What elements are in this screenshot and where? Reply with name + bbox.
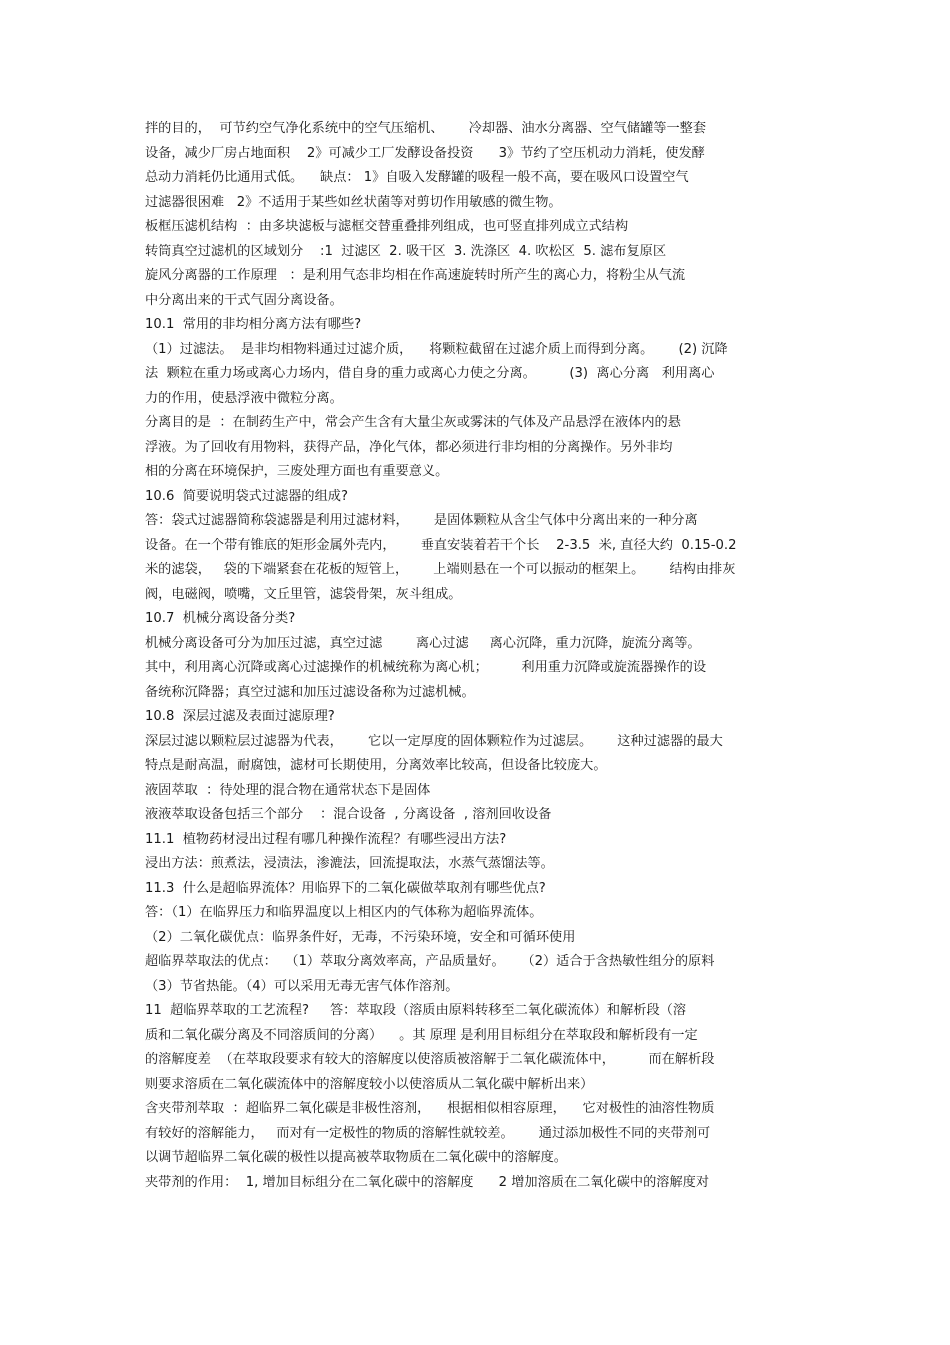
text-line: 含夹带剂萃取 ：超临界二氧化碳是非极性溶剂， 根据相似相容原理， 它对极性的油溶性物质 bbox=[145, 1101, 715, 1116]
text-line: 则要求溶质在二氧化碳流体中的溶解度较小以使溶质从二氧化碳中解析出来） bbox=[145, 1076, 594, 1092]
text-line: 10.6 简要说明袋式过滤器的组成? bbox=[145, 488, 348, 504]
text-line: 设备。在一个带有锥底的矩形金属外壳内， 垂直安装着若干个长 2-3.5 米, 直径大约 0.15-0.2 bbox=[145, 537, 737, 553]
text-line: 超临界萃取法的优点： （1）萃取分离效率高，产品质量好。 （2）适合于含热敏性组分的原料 bbox=[145, 954, 715, 969]
text-line: 液固萃取 ：待处理的混合物在通常状态下是固体 bbox=[145, 782, 431, 798]
text-line: 11.3 什么是超临界流体？用临界下的二氧化碳做萃取剂有哪些优点? bbox=[145, 880, 546, 896]
text-line: 中分离出来的干式气固分离设备。 bbox=[145, 292, 343, 308]
text-line: 旋风分离器的工作原理 ：是利用气态非均相在作高速旋转时所产生的离心力，将粉尘从气流 bbox=[145, 268, 686, 283]
text-line: 有较好的溶解能力， 而对有一定极性的物质的溶解性就较差。 通过添加极性不同的夹带剂可 bbox=[145, 1125, 711, 1141]
text-line: 相的分离在环境保护，三废处理方面也有重要意义。 bbox=[145, 464, 449, 479]
text-line: 其中，利用离心沉降或离心过滤操作的机械统称为离心机； 利用重力沉降或旋流器操作的设 bbox=[145, 660, 707, 675]
text-line: 深层过滤以颗粒层过滤器为代表， 它以一定厚度的固体颗粒作为过滤层。 这种过滤器的最大 bbox=[145, 733, 723, 749]
text-line: 10.1 常用的非均相分离方法有哪些? bbox=[145, 317, 362, 332]
text-line: 11.1 植物药材浸出过程有哪几种操作流程？有哪些浸出方法? bbox=[145, 831, 507, 847]
text-line: 分离目的是 ：在制药生产中，常会产生含有大量尘灰或雾沫的气体及产品悬浮在液体内的悬 bbox=[145, 415, 681, 430]
text-line: 总动力消耗仍比通用式低。 缺点： 1》自吸入发酵罐的吸程一般不高，要在吸风口设置空气 bbox=[145, 170, 689, 185]
text-line: 夹带剂的作用： 1, 增加目标组分在二氧化碳中的溶解度 2 增加溶质在二氧化碳中的溶解度对 bbox=[145, 1174, 710, 1190]
text-line: 答：袋式过滤器简称袋滤器是利用过滤材料， 是固体颗粒从含尘气体中分离出来的一种分离 bbox=[145, 513, 698, 528]
text-line: 过滤器很困难 2》不适用于某些如丝状菌等对剪切作用敏感的微生物。 bbox=[145, 194, 562, 210]
text-line: 力的作用，使悬浮液中微粒分离。 bbox=[145, 390, 343, 406]
text-line: 浸出方法：煎煮法，浸渍法，渗漉法，回流提取法，水蒸气蒸馏法等。 bbox=[145, 856, 554, 871]
text-line: 板框压滤机结构 ：由多块滤板与滤框交替重叠排列组成，也可竖直排列成立式结构 bbox=[145, 219, 629, 234]
text-line: 以调节超临界二氧化碳的极性以提高被萃取物质在二氧化碳中的溶解度。 bbox=[145, 1150, 567, 1165]
text-line: 设备，减少厂房占地面积 2》可减少工厂发酵设备投资 3》节约了空压机动力消耗，使发酵 bbox=[145, 145, 705, 161]
text-line: 液液萃取设备包括三个部分 ：混合设备 , 分离设备 , 溶剂回收设备 bbox=[145, 807, 552, 822]
text-line: 拌的目的， 可节约空气净化系统中的空气压缩机、 冷却器、油水分离器、空气储罐等一整套 bbox=[145, 121, 707, 136]
text-line: （3）节省热能。（4）可以采用无毒无害气体作溶剂。 bbox=[145, 978, 459, 994]
text-line: 机械分离设备可分为加压过滤，真空过滤 离心过滤 离心沉降，重力沉降，旋流分离等。 bbox=[145, 635, 701, 651]
text-line: 10.7 机械分离设备分类? bbox=[145, 611, 296, 626]
text-line: 阀，电磁阀，喷嘴，文丘里管，滤袋骨架，灰斗组成。 bbox=[145, 586, 462, 602]
text-line: 浮液。为了回收有用物料，获得产品，净化气体，都必须进行非均相的分离操作。另外非均 bbox=[145, 439, 673, 455]
text-line: 答：（1）在临界压力和临界温度以上相区内的气体称为超临界流体。 bbox=[145, 905, 543, 920]
text-line: 法 颗粒在重力场或离心力场内，借自身的重力或离心力使之分离。 (3) 离心分离 利用离心 bbox=[145, 366, 715, 381]
text-line: 的溶解度差 （在萃取段要求有较大的溶解度以使溶质被溶解于二氧化碳流体中， 而在解析段 bbox=[145, 1052, 715, 1067]
text-line: 米的滤袋， 袋的下端紧套在花板的短管上， 上端则悬在一个可以振动的框架上。 结构由排灰 bbox=[145, 562, 736, 577]
text-line: （1）过滤法。 是非均相物料通过过滤介质， 将颗粒截留在过滤介质上而得到分离。 (2) 沉降 bbox=[145, 341, 728, 357]
text-line: 10.8 深层过滤及表面过滤原理? bbox=[145, 709, 335, 724]
text-line: 11 超临界萃取的工艺流程? 答：萃取段（溶质由原料转移至二氧化碳流体）和解析段（溶 bbox=[145, 1003, 687, 1018]
text-line: 备统称沉降器；真空过滤和加压过滤设备称为过滤机械。 bbox=[145, 684, 475, 700]
text-line: 特点是耐高温，耐腐蚀，滤材可长期使用，分离效率比较高，但设备比较庞大。 bbox=[145, 758, 607, 773]
document-body bbox=[145, 117, 810, 1195]
text-line: 转筒真空过滤机的区域划分 :1 过滤区 2. 吸干区 3. 洗涤区 4. 吹松区 5. 滤布复原区 bbox=[145, 243, 667, 259]
text-line: （2）二氧化碳优点：临界条件好，无毒，不污染环境，安全和可循环使用 bbox=[145, 929, 576, 945]
text-line: 质和二氧化碳分离及不同溶质间的分离） 。其 原理 是利用目标组分在萃取段和解析段有一定 bbox=[145, 1027, 698, 1043]
